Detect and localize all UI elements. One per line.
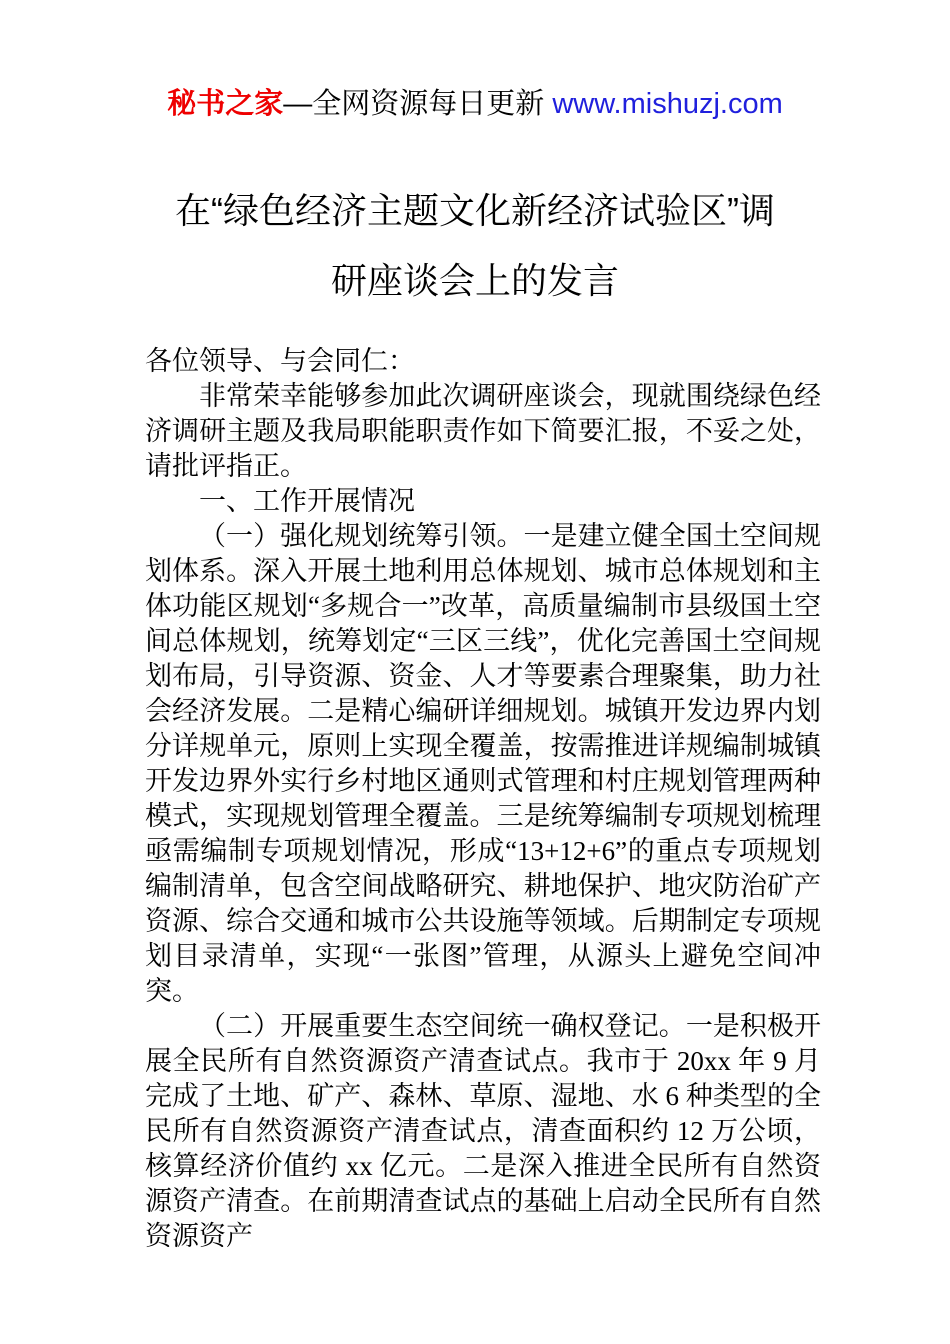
title-line-2: 研座谈会上的发言: [330, 260, 619, 301]
paragraph: 一、工作开展情况: [199, 486, 415, 516]
header-tagline: —全网资源每日更新: [283, 88, 553, 120]
title-line-1: 在“绿色经济主题文化新经济试验区”调: [175, 190, 775, 231]
paragraph: （一）强化规划统筹引领。一是建立健全国土空间规划体系。深入开展土地利用总体规划、城市总体规划和主体功能区规划“多规合一”改革，高质量编制市县级国土空间总体规划，统筹划定“三区三线”，优化完善国土空间规划布局，引导资源、资金、人才等要素合理聚集，助力社会经济发展。二是精心编研详细规划。城镇开发边界内划分详规单元，原则上实现全覆盖，按需推进详规编制城镇开发边界外实行乡村地区通则式管理和村庄规划管理两种模式，实现规划管理全覆盖。三是统筹编制专项规划梳理亟需编制专项规划情况，形成“13+12+6”的重点专项规划编制清单，包含空间战略研究、耕地保护、地灾防治矿产资源、综合交通和城市公共设施等领域。后期制定专项规划目录清单，实现“一张图”管理，从源头上避免空间冲突。: [145, 521, 821, 1006]
paragraph: 各位领导、与会同仁：: [145, 346, 415, 376]
site-brand: 秘书之家: [167, 88, 284, 120]
paragraph: （二）开展重要生态空间统一确权登记。一是积极开展全民所有自然资源资产清查试点。我市于 20xx 年 9 月完成了土地、矿产、森林、草原、湿地、水 6 种类型的全民所有自然资源资产清查试点，清查面积约 12 万公顷，核算经济价值约 xx 亿元。二是深入推进全民所有自然资源资产清查。在前期清查试点的基础上启动全民所有自然资源资产: [145, 1011, 821, 1251]
paragraph: 非常荣幸能够参加此次调研座谈会，现就围绕绿色经济调研主题及我局职能职责作如下简要汇报，不妥之处，请批评指正。: [145, 381, 821, 481]
document-header: [0, 0, 950, 124]
document-body: [145, 344, 821, 1254]
document-title: [0, 176, 950, 316]
site-url-link[interactable]: www.mishuzj.com: [552, 88, 783, 120]
